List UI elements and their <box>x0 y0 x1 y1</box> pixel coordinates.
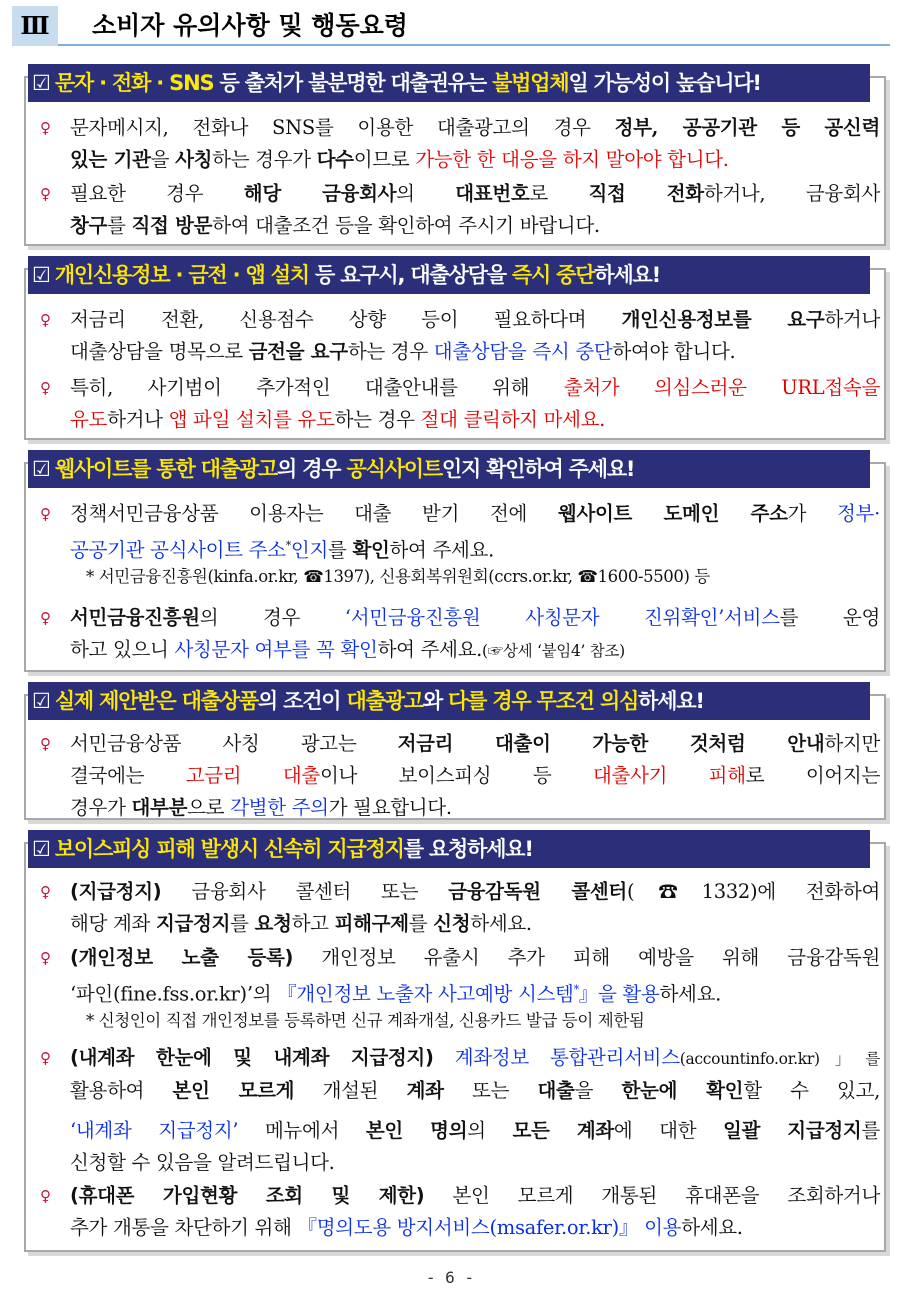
female-symbol-icon: ♀ <box>40 883 51 901</box>
list-item: ♀ 서민금융상품 사칭 광고는 저금리 대출이 가능한 것처럼 안내하지만 결국에는 고금리 대출이나 보이스피싱 등 대출사기 피해로 이어지는 경우가 대부분으로 각별한 주의가 필요합니다. <box>70 728 880 824</box>
list-item: ♀ (지급정지) 금융회사 콜센터 또는 금융감독원 콜센터(☎1332)에 전화하여 해당 계좌 지급정지를 요청하고 피해구제를 신청하세요. <box>70 876 880 940</box>
list-item: ♀ 정책서민금융상품 이용자는 대출 받기 전에 웹사이트 도메인 주소가 정부· 공공기관 공식사이트 주소*인지를 확인하여 주세요. <box>70 498 880 567</box>
section-title: ☑ 보이스피싱 피해 발생시 신속히 지급정지를 요청하세요! <box>28 828 870 868</box>
female-symbol-icon: ♀ <box>40 379 51 397</box>
female-symbol-icon: ♀ <box>40 505 51 523</box>
section-title: ☑ 실제 제안받은 대출상품의 조건이 대출광고와 다를 경우 무조건 의심하세요! <box>28 680 870 720</box>
list-item: ♀ 필요한 경우 해당 금융회사의 대표번호로 직접 전화하거나, 금융회사 창구를 직접 방문하여 대출조건 등을 확인하여 주시기 바랍니다. <box>70 178 880 242</box>
section-title: ☑ 문자 · 전화 · SNS 등 출처가 불분명한 대출권유는 불법업체일 가능성이 높습니다! <box>28 62 870 102</box>
checkbox-icon: ☑ <box>32 457 51 481</box>
female-symbol-icon: ♀ <box>40 185 51 203</box>
female-symbol-icon: ♀ <box>40 949 51 967</box>
female-symbol-icon: ♀ <box>40 311 51 329</box>
section-title: ☑ 웹사이트를 통한 대출광고의 경우 공식사이트인지 확인하여 주세요! <box>28 448 870 488</box>
female-symbol-icon: ♀ <box>40 735 51 753</box>
female-symbol-icon: ♀ <box>40 119 51 137</box>
roman-numeral: Ⅲ <box>12 6 58 46</box>
section-stop-consultation <box>24 263 886 440</box>
list-item: ♀ (개인정보 노출 등록) 개인정보 유출시 추가 피해 예방을 위해 금융감독원 ‘파인(fine.fss.or.kr)’의 『개인정보 노출자 사고예방 시스템*』을 활용하세요. <box>70 942 880 1011</box>
section-header <box>12 6 890 46</box>
female-symbol-icon: ♀ <box>40 1049 51 1067</box>
list-item: ♀ 특히, 사기범이 추가적인 대출안내를 위해 출처가 의심스러운 URL접속을 유도하거나 앱 파일 설치를 유도하는 경우 절대 클릭하지 마세요. <box>70 372 880 436</box>
page-number: - 6 - <box>425 1268 475 1287</box>
checkbox-icon: ☑ <box>32 71 51 95</box>
section-suspicious-conditions <box>24 689 886 820</box>
section-payment-suspension <box>24 837 886 1252</box>
list-item: ♀ (내계좌 한눈에 및 내계좌 지급정지) 계좌정보 통합관리서비스(accountinfo.or.kr)」를 활용하여 본인 모르게 개설된 계좌 또는 대출을 한눈에 확인할 수 있고, ‘내계좌 지급정지’ 메뉴에서 본인 명의의 모든 계좌에 대한 일괄 지급정지를 신청할 수 있음을 알려드립니다. <box>70 1042 880 1179</box>
checkbox-icon: ☑ <box>32 263 51 287</box>
list-item: ♀ 서민금융진흥원의 경우 ‘서민금융진흥원 사칭문자 진위확인’서비스를 운영 하고 있으니 사칭문자 여부를 꼭 확인하여 주세요.(☞상세 ‘붙임4’ 참조) <box>70 602 880 667</box>
section-official-site <box>24 457 886 672</box>
checkbox-icon: ☑ <box>32 837 51 861</box>
page-title: 소비자 유의사항 및 행동요령 <box>92 11 408 40</box>
checkbox-icon: ☑ <box>32 689 51 713</box>
female-symbol-icon: ♀ <box>40 609 51 627</box>
list-item: ♀ (휴대폰 가입현황 조회 및 제한) 본인 모르게 개통된 휴대폰을 조회하거나 추가 개통을 차단하기 위해 『명의도용 방지서비스(msafer.or.kr)』 이용하세요. <box>70 1180 880 1244</box>
section-unverified-sources <box>24 71 886 246</box>
header-underline <box>58 44 890 46</box>
list-item: ♀ 저금리 전환, 신용점수 상향 등이 필요하다며 개인신용정보를 요구하거나 대출상담을 명목으로 금전을 요구하는 경우 대출상담을 즉시 중단하여야 합니다. <box>70 304 880 368</box>
footnote: * 서민금융진흥원(kinfa.or.kr, ☎1397), 신용회복위원회(ccrs.or.kr, ☎1600-5500) 등 <box>86 567 710 586</box>
footnote: * 신청인이 직접 개인정보를 등록하면 신규 계좌개설, 신용카드 발급 등이 제한됨 <box>86 1011 645 1030</box>
section-title: ☑ 개인신용정보 · 금전 · 앱 설치 등 요구시, 대출상담을 즉시 중단하세요! <box>28 254 870 294</box>
list-item: ♀ 문자메시지, 전화나 SNS를 이용한 대출광고의 경우 정부, 공공기관 등 공신력 있는 기관을 사칭하는 경우가 다수이므로 가능한 한 대응을 하지 말아야 합니다. <box>70 112 880 176</box>
female-symbol-icon: ♀ <box>40 1187 51 1205</box>
